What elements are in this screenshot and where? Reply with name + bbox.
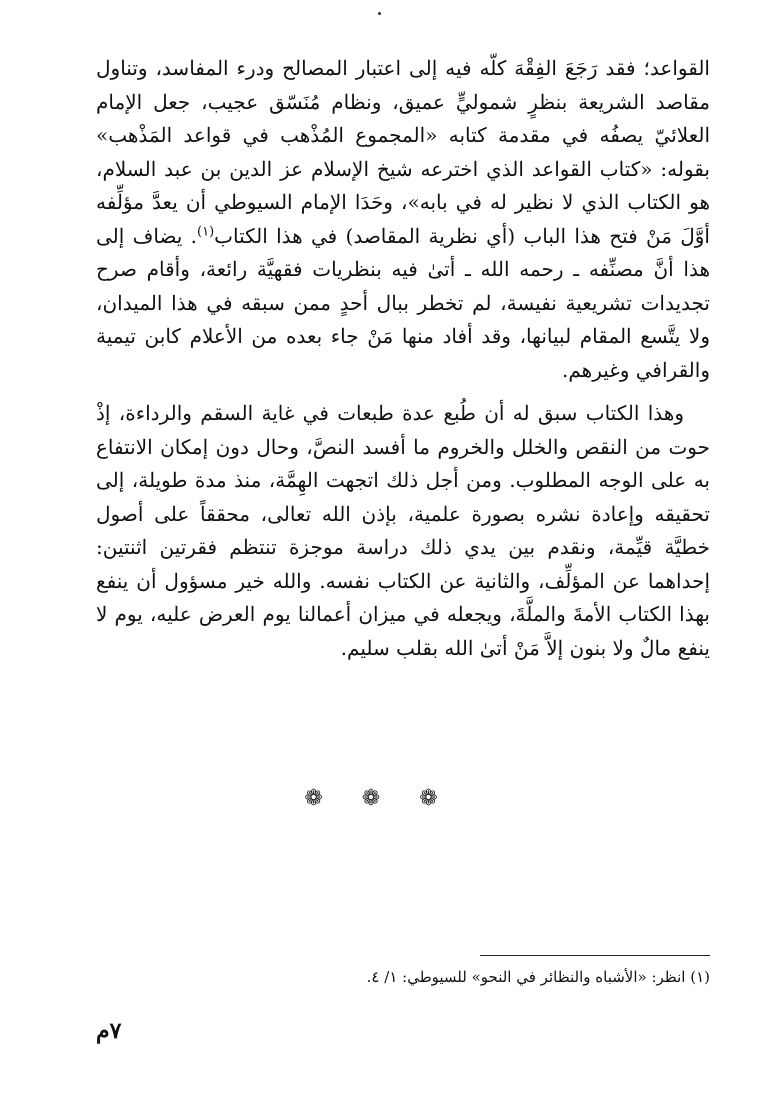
paragraph-1-text-b: . يضاف إلى هذا أنَّ مصنِّفه ـ رحمه الله ـ أتىٰ فيه بنظريات فقهيَّة رائعة، وأقام صرح تجديدات تشريعية نفيسة، لم تخطر ببال أحدٍ ممن سبقه في هذا الميدان، ولا يتَّسع المقام لبيانها، وقد أفاد منها مَنْ جاء بعده من الأعلام كابن تيمية والقرافي وغيرهم. (96, 223, 710, 382)
paragraph-1-text-a: القواعد؛ فقد رَجَعَ الفِقْهَ كلّه فيه إلى اعتبار المصالح ودرء المفاسد، وتناول مقاصد الشريعة بنظرٍ شموليٍّ عميق، ونظام مُنَسّق عجيب، جعل الإمام العلائيّ يصفُه في مقدمة كتابه «المجموع المُذْهب في قواعد المَذْهب» بقوله: «كتاب القواعد الذي اخترعه شيخ الإسلام عز الدين بن عبد السلام، هو الكتاب الذي لا نظير له في بابه»، وحَدَا الإمام السيوطي أن يعدَّ مؤلِّفه أوَّلَ مَنْ فتح هذا الباب (أي نظرية المقاصد) في هذا الكتاب (96, 56, 710, 248)
paragraph-2: وهذا الكتاب سبق له أن طُبع عدة طبعات في غاية السقم والرداءة، إذْ حوت من النقص والخلل والخروم ما أفسد النصَّ، وحال دون إمكان الانتفاع به على الوجه المطلوب. ومن أجل ذلك اتجهت الهِمَّة، منذ مدة طويلة، إلى تحقيقه وإعادة نشره بصورة علمية، بإذن الله تعالى، محققاً على أصول خطيَّة قيِّمة، ونقدم بين يدي ذلك دراسة موجزة تنتظم فقرتين اثنتين: إحداهما عن المؤلِّف، والثانية عن الكتاب نفسه. والله خير مسؤول أن ينفع بهذا الكتاب الأمةَ والملَّةَ، ويجعله في ميزان أعمالنا يوم العرض عليه، يوم لا ينفع مالٌ ولا بنون إلاَّ مَنْ أتىٰ الله بقلب سليم. (96, 401, 710, 660)
footnote: (١) انظر: «الأشباه والنظائر في النحو» للسيوطي: ١/ ٤. (366, 968, 710, 986)
paragraph-1 (96, 52, 710, 387)
top-dot-mark (378, 12, 381, 15)
footnote-reference: (١) (197, 223, 215, 239)
main-text (96, 52, 710, 665)
section-ornament-divider: ❁ ❁ ❁ (304, 786, 454, 811)
page-number: ٧م (96, 1018, 122, 1044)
footnote-separator-rule (480, 955, 710, 956)
